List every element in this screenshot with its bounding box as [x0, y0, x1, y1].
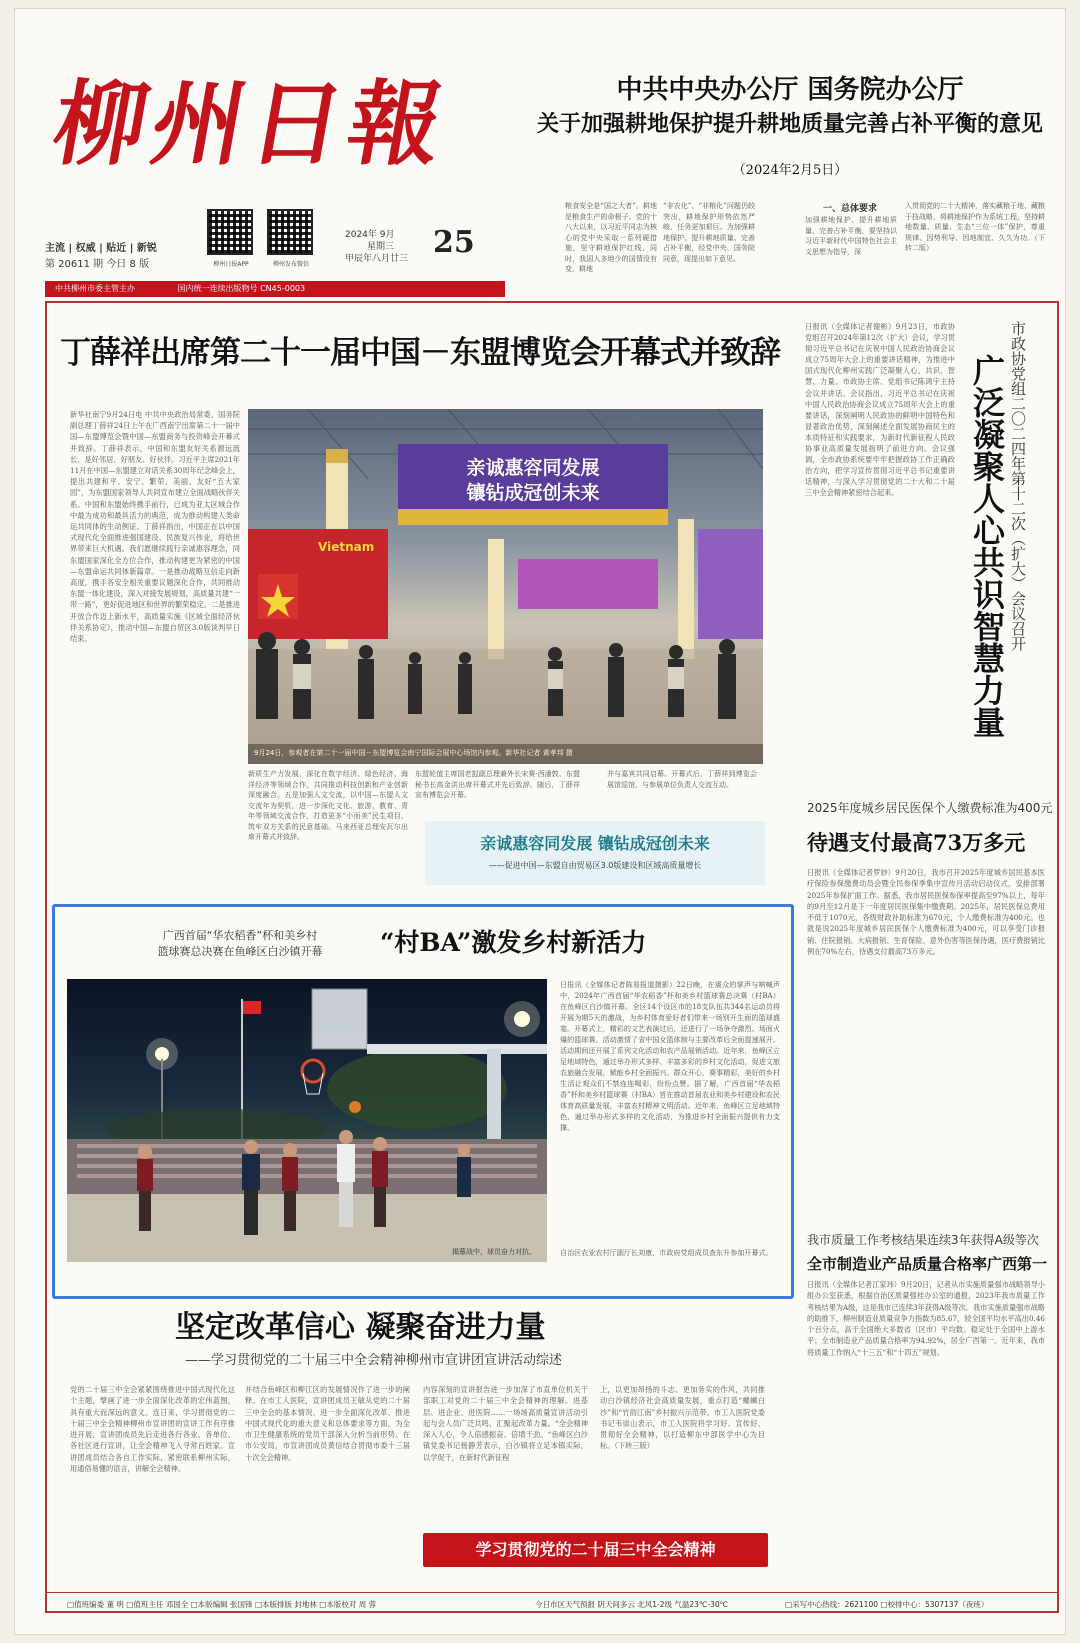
- bottom-headline: 坚定改革信心 凝聚奋进力量: [175, 1310, 546, 1345]
- lead-body-col4: 并与嘉宾共同启幕。开幕式后，丁薛祥到博览会展馆巡馆，与参展单位负责人交流互动。: [607, 770, 757, 789]
- right-story-body: 日报讯（全媒体记者谢彬）9月23日，市政协党组召开2024年第12次（扩大）会议，学习贯彻习近平总书记在庆祝中国人民政治协商会议成立75周年大会上的重要讲话精神，为推进中国式现代化柳州实践广泛凝聚人心、共识、智慧、力量。市政协主席、党组书记陈鸿宇主持会议并讲话。会议指出，习近平总书记在庆祝中国人民政治协商会议成立75周年大会上的重要讲话，深刻阐明人民政协的鲜明中国特色和显著政治优势，深刻阐述全面发展协商民主的本质特征和实践要求，为新时代新征程人民政协事业高质量发展指明了前进方向。会议强调，全市政协系统要牢牢把握政协工作正确政治方向，把学习宣传贯彻习近平总书记重要讲话精神，与深入学习贯彻党的二十大和二十届三中全会精神紧密结合起来。: [805, 322, 955, 498]
- qr-code-icon: [207, 209, 253, 255]
- masthead-day: 25: [433, 225, 475, 260]
- booth-text: Vietnam: [318, 540, 375, 554]
- right-head3: 全市制造业产品质量合格率广西第一: [807, 1255, 1048, 1273]
- date-line-1: 2024年 9月: [345, 230, 395, 240]
- masthead-date: [345, 229, 408, 265]
- expo-photo: [248, 409, 763, 764]
- footer-divider: [45, 1592, 1059, 1593]
- right-head2-sub: 2025年度城乡居民医保个人缴费标准为400元: [807, 801, 1053, 815]
- slogan-sub: ——促进中国—东盟自由贸易区3.0版建设和区域高质量增长: [488, 861, 702, 870]
- bottom-col1: 党的二十届三中全会紧紧围绕推进中国式现代化这个主题，擘画了进一步全面深化改革的宏伟蓝图，具有重大而深远的意义。连日来，学习贯彻党的二十届三中全会精神柳州市宣讲团的宣讲工作有序推进开展，宣讲团成员先后走进各行各业、各单位、各社区进行宣讲，让全会精神飞入寻常百姓家。宣讲团成员结合各自工作实际，紧密联系柳州实际，用通俗易懂的语言，讲解全会精神。: [70, 1385, 235, 1474]
- top-text-col1: 粮食安全是“国之大者”，耕地是粮食生产的命根子。党的十八大以来，以习近平同志为核心的党中央采取一系列硬措施，坚守耕地保护红线，同时，我国人多地少的国情没有变，耕地: [565, 202, 657, 273]
- feature-kicker-2: 篮球赛总决赛在鱼峰区白沙镇开幕: [157, 945, 323, 958]
- basketball-photo-caption: 揭幕战中，球员奋力对抗。: [452, 1248, 536, 1256]
- basketball-icon: [349, 1101, 361, 1113]
- redbar-right: 国内统一连续出版物号 CN45-0003: [177, 284, 306, 293]
- feature-body: 日报讯（全媒体记者陈易报道摄影）22日晚，在震众的掌声与呐喊声中，2024年广西首届“华农稻香”杯和美乡村篮球赛总决赛（村BA）在鱼峰区白沙镇开幕。全区14个设区市的18支队伍共344名运动员将开展为期5天的激战，为乡村体育爱好者们带来一场别开生面的篮球盛宴。开幕式上，精彩的文艺表演过后，还进行了一场争夺激烈、场面火爆的篮球赛。活动激情了省中国女篮体制与主要改革后全面提速展开。活动期间还开展了系列文化活动和农产品展销活动。近年来，鱼峰区立足地域特色，通过举办形式多样、丰富多彩的乡村文化活动，促进文旅农旅融合发展，赋能乡村全面振兴。群众开心，赛事精彩，美好的乡村生活让观众们不禁连连喝彩，纷纷点赞。据了解，广西首届“华农稻香”杯和美乡村篮球赛（村BA）旨在推动首届农业和美乡村建设和农民体育高质量发展，丰富农村精神文明活动。近年来，鱼峰区立足地域特色，通过举办形式多样的文化活动，为推进乡村全面振兴提供有力支撑。: [560, 980, 780, 1132]
- bottom-col4: 上，以更加昂扬的斗志、更加务实的作风，共同推动白沙镇经济社会高质量发展，重点打造“螺蛳白沙”和“竹韵江南”乡村振兴示范带。市工人医院党委书记韦崇山表示，市工人医院将学习好、宣传好、贯彻好全会精神，以打造柳东中部医学中心为目标。（下转三版）: [600, 1385, 765, 1451]
- top-headline-line2: 关于加强耕地保护提升耕地质量完善占补平衡的意见: [536, 111, 1043, 137]
- lead-body-col3: 东盟轮值主席国老挝副总理兼外长宋赛·西潘敦、东盟秘书长高金洪出席开幕式并先后致辞。随后，丁薛祥宣布博览会开幕。: [415, 770, 580, 799]
- qr2-label: 柳州发布微信: [272, 261, 309, 268]
- bottom-col3: 内容深刻的宣讲报告进一步加深了市直单位机关干部职工对党的二十届三中全会精神的理解。进基层、进企业、进医院……一场场高质量宣讲活动引起与会人员广泛共鸣，汇聚起改革力量。“全会精神深入人心，令人倍感振奋、倍增干劲。“鱼峰区白沙镇党委书记杨静芳表示，白沙镇将立足本镇实际，以学促干，在新时代新征程: [423, 1385, 588, 1462]
- lead-headline: 丁薛祥出席第二十一届中国－东盟博览会开幕式并致辞: [60, 335, 780, 371]
- masthead-issue: 第 20611 期 今日 8 版: [45, 259, 150, 270]
- theme-tag-text: 学习贯彻党的二十届三中全会精神: [475, 1540, 716, 1559]
- arch-text-2: 镶钻成冠创未来: [466, 482, 600, 504]
- slogan-main: 亲诚惠容同发展 镶钻成冠创未来: [480, 834, 710, 853]
- top-headline-date: （2024年2月5日）: [732, 163, 848, 178]
- date-line-3: 甲辰年八月廿三: [345, 254, 409, 264]
- newspaper-page: [14, 8, 1066, 1635]
- right-vertical-headline: 广泛凝聚人心共识智慧力量: [968, 354, 1006, 738]
- masthead-red-bar: [45, 281, 505, 297]
- qr1-label: 柳州日报APP: [213, 261, 249, 268]
- expo-photo-illustration: [248, 409, 763, 764]
- footer-weather: 今日市区天气预报 阴天间多云 北风1-2级 气温23℃-30℃: [535, 1600, 729, 1609]
- basketball-photo: [67, 979, 547, 1262]
- feature-kicker-1: 广西首届“华农稻香”杯和美乡村: [162, 929, 318, 942]
- hoop-icon: [302, 1060, 324, 1082]
- footer-hotline: □采写中心热线：2621100 □校排中心：5307137（夜班）: [785, 1600, 989, 1609]
- slogan-box: [425, 821, 765, 885]
- right-story2-body: 日报讯（全媒体记者罗妙）9月20日，我市召开2025年度城乡居民基本医疗保险参保缴费动员会暨全民参保季集中宣传月活动启动仪式，安排部署2025年参保扩面工作。据悉，我市居民医保参保率提高至97%以上，每年的9月至12月是下一年度居民医保集中缴费期。2025年，居民医保总费用不低于1070元，各级财政补助标准为670元，个人缴费标准为400元。也就是说2025年度城乡居民医保个人缴费标准为400元，可以享受门诊报销、住院报销、大病报销、生育保险、意外伤害等医保待遇，医疗费报销比例在70%左右，待遇支付最高73万多元。: [807, 868, 1045, 957]
- backboard: [312, 989, 367, 1049]
- lead-body-col1: 新华社南宁9月24日电 中共中央政治局常委、国务院副总理丁薛祥24日上午在广西南宁出席第二十一届中国—东盟博览会暨中国—东盟商务与投资峰会开幕式并致辞。丁薛祥表示，中国和东盟友好关系源远流长，是好邻居、好朋友、好伙伴。习近平主席2021年11月在中国—东盟建立对话关系30周年纪念峰会上，提出共建和平、安宁、繁荣、美丽、友好“五大家园”，为东盟国家领导人共同宣布建立全面战略伙伴关系。中国和东盟始终携手前行，已成为亚太区域合作中最为成功和最具活力的典范，成为推动构建人类命运共同体的生动例证。丁薛祥指出，中国正在以中国式现代化全面推进强国建设、民族复兴伟业，将给世界带来巨大机遇。我们愿继续践行亲诚惠容理念，同东盟国家深化全方位合作，推动构建更为紧密的中国—东盟命运共同体新篇章。一是推动战略互信走向新高度，携手各安全相关重要议题深化合作，共同推动东盟一体化建设，深入对接发展规划，高质量共建“一带一路”，更好促进地区和世界的繁荣稳定。二是推进开放合作迈上新水平，高质量实施《区域全面经济伙伴关系协定》，推动中国—东盟自贸区3.0版谈判早日结束。: [70, 410, 240, 644]
- masthead-slogans: 主流 | 权威 | 贴近 | 新锐: [45, 243, 157, 254]
- redbar-left: 中共柳州市委主管主办: [55, 284, 135, 293]
- flag-icon: [243, 1001, 261, 1014]
- feature-headline: “村BA”激发乡村新活力: [380, 928, 647, 957]
- right-head2: 待遇支付最高73万多元: [807, 830, 1026, 855]
- date-line-2: 星期三: [367, 242, 395, 252]
- basketball-photo-illustration: [67, 979, 547, 1262]
- bottom-subhead: ——学习贯彻党的二十届三中全会精神柳州市宣讲团宣讲活动综述: [185, 1353, 563, 1368]
- top-text-col4: 入贯彻党的二十大精神，落实藏粮于地、藏粮于技战略，将耕地保护作为系统工程，坚持耕地数量、质量、生态“三位一体”保护，尊重规律、因势利导、因地制宜、久久为功。（下转二版）: [905, 202, 1045, 252]
- masthead-logo: 柳州日報: [45, 70, 457, 178]
- expo-photo-caption: 9月24日，参观者在第二十一届中国－东盟博览会南宁国际会展中心场馆内参观。新华社记者 黄孝邦 摄: [254, 749, 573, 757]
- top-text-col2: “非农化”、“非粮化”问题仍较突出，耕地保护形势依然严峻、任务更加艰巨。为加强耕地保护、提升耕地质量、完善占补平衡，经党中央、国务院同意，现提出如下意见。: [663, 202, 755, 263]
- right-head3-sub: 我市质量工作考核结果连续3年获得A级等次: [807, 1233, 1039, 1247]
- lead-body-col2: 新质生产力发展，深化在数字经济、绿色经济、海洋经济等领域合作，共同推动科技创新和产业创新深度融合。五是加强人文交流，以中国—东盟人文交流年为契机，进一步深化文化、旅游、教育、青年等领域交流合作，打造更多“小而美”民生项目，筑牢双方关系的民意基础。马来西亚总理安瓦尔出席开幕式并致辞。: [248, 770, 408, 841]
- feature-tail: 自治区农业农村厅副厅长刘康，市政府党组成员查东升参加开幕式。: [560, 1248, 773, 1257]
- arch-text-1: 亲诚惠容同发展: [466, 457, 600, 479]
- bottom-col2: 并结合鱼峰区和柳江区的发展情况作了进一步的阐释。在市工人医院，宣讲团成员王敏从党的二十届三中全会的基本情况、进一步全面深化改革、推进中国式现代化的重大意义和总体要求等方面，为全市卫生健康系统的党员干部深入分析当前形势。在市公安局，市宣讲团成员黄信结合贯彻市委十三届十次全会精神。: [245, 1385, 410, 1462]
- theme-tag: [423, 1533, 768, 1567]
- top-text-col3: 加强耕地保护、提升耕地质量、完善占补平衡，要坚持以习近平新时代中国特色社会主义思想为指导，深: [805, 216, 897, 256]
- top-headline-line1: 中共中央办公厅 国务院办公厅: [616, 75, 964, 105]
- right-vertical-subhead: 市政协党组二〇二四年第十二次（扩大）会议召开: [1009, 321, 1027, 651]
- footer-staff: □值班编委 董 明 □值班主任 邓国全 □本版编辑 张国锋 □本版排版 封地林 □本版校对 周 蓉: [67, 1600, 377, 1609]
- qr-code-icon: [267, 209, 313, 255]
- top-section-title: 一、总体要求: [822, 204, 877, 214]
- right-story3-body: 日报讯（全媒体记者江家玮）9月20日，记者从市实施质量强市战略领导小组办公室获悉，根据自治区质量强桂办公室的通报，2023年我市质量工作考核结果为A级，这是我市已连续3年获得A级等次。我市实施质量强市战略的助推下，柳州制造业质量竞争力指数为85.67，较全国平均水平高出0.46个百分点，高于全国绝大多数省（区市）平均数。稳定处于全国中上游水平；全市制造业产品质量合格率为94.92%，居全广西第一。近年来，我市将质量工作纳入“十三五”和“十四五”规划。: [807, 1280, 1045, 1357]
